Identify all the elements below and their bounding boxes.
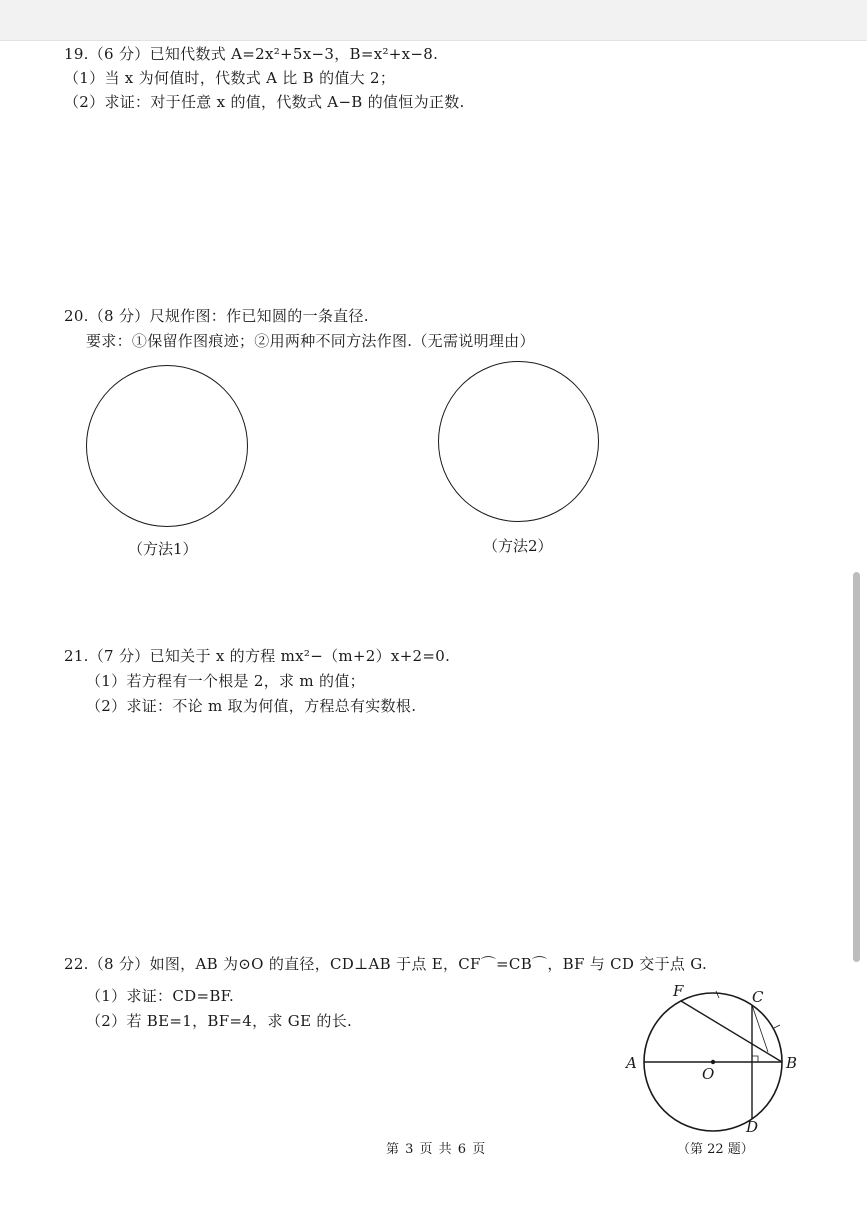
vertical-scrollbar-thumb[interactable] xyxy=(853,572,860,962)
q20-stem: 20.（8 分）尺规作图：作已知圆的一条直径. xyxy=(64,307,369,325)
method1-circle xyxy=(86,365,248,527)
q21-stem: 21.（7 分）已知关于 x 的方程 mx²−（m+2）x+2=0. xyxy=(64,647,451,665)
q19-part1: （1）当 x 为何值时，代数式 A 比 B 的值大 2； xyxy=(64,69,396,87)
q22-part2: （2）若 BE=1，BF=4，求 GE 的长. xyxy=(86,1012,353,1030)
q22-stem: 22.（8 分）如图，AB 为⊙O 的直径，CD⊥AB 于点 E，CF⌒=CB⌒，BF 与 CD 交于点 G. xyxy=(64,955,708,973)
q20-requirement: 要求：①保留作图痕迹；②用两种不同方法作图.（无需说明理由） xyxy=(86,332,535,350)
method2-label: （方法2） xyxy=(483,537,553,555)
q19-part2: （2）求证：对于任意 x 的值，代数式 A−B 的值恒为正数. xyxy=(64,93,465,111)
label-a: A xyxy=(626,1054,637,1072)
q21-part1: （1）若方程有一个根是 2，求 m 的值； xyxy=(86,672,365,690)
viewer-top-bar xyxy=(0,0,867,41)
page-footer: 第 3 页 共 6 页 xyxy=(386,1142,487,1157)
label-o: O xyxy=(702,1065,715,1083)
method1-label: （方法1） xyxy=(128,540,198,558)
q19-stem: 19.（6 分）已知代数式 A=2x²+5x−3，B=x²+x−8. xyxy=(64,45,439,63)
label-f: F xyxy=(673,982,684,1000)
q22-figure-caption: （第 22 题） xyxy=(677,1142,754,1157)
label-c: C xyxy=(752,988,764,1006)
center-o-dot xyxy=(711,1060,715,1064)
label-d: D xyxy=(746,1118,759,1136)
q22-geometry-figure xyxy=(618,982,808,1136)
method2-circle xyxy=(438,361,599,522)
label-b: B xyxy=(786,1054,798,1072)
q22-part1: （1）求证：CD=BF. xyxy=(86,987,235,1005)
chord-bf xyxy=(681,1001,782,1062)
right-angle-mark xyxy=(752,1056,758,1062)
q21-part2: （2）求证：不论 m 取为何值，方程总有实数根. xyxy=(86,697,417,715)
